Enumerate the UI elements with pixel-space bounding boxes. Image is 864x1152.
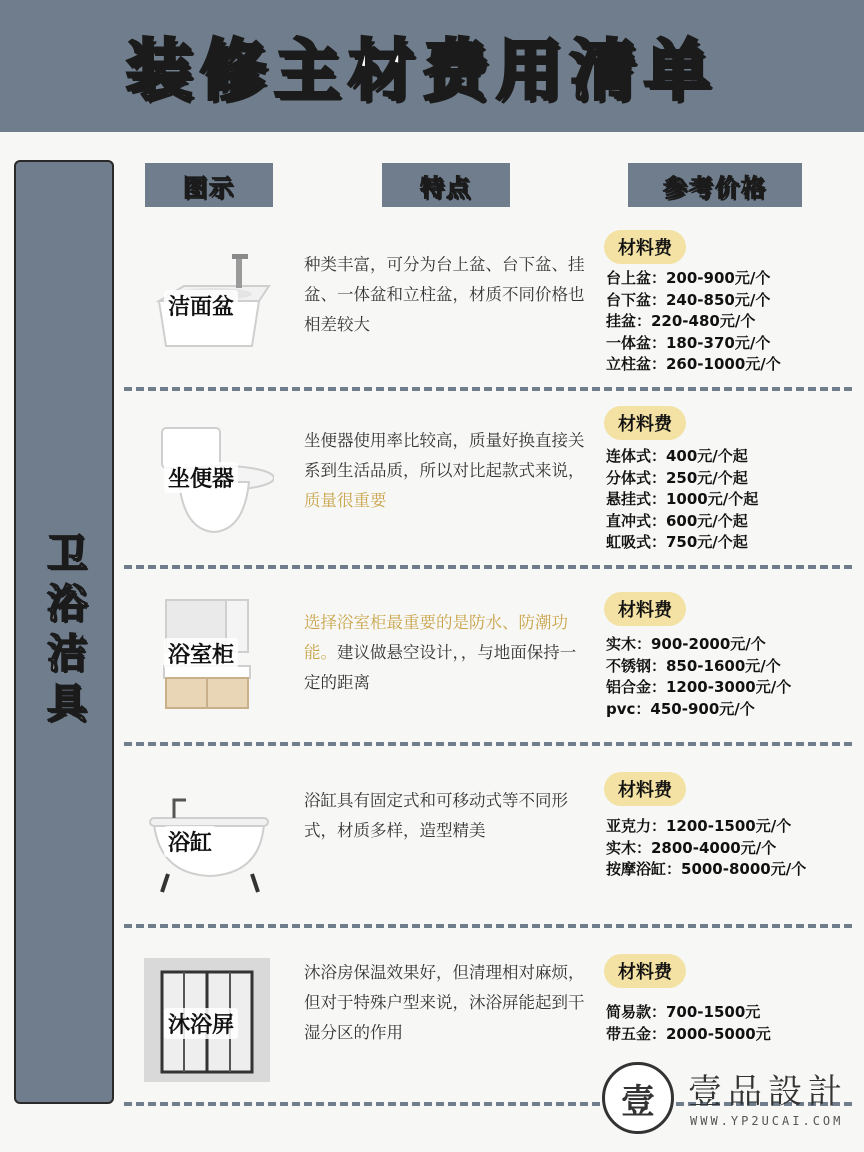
list-item <box>124 770 864 920</box>
price-list <box>606 268 864 376</box>
price-line: 带五金：2000-5000元 <box>606 1024 771 1043</box>
title-box <box>22 12 822 116</box>
product-name: 坐便器 <box>164 462 238 493</box>
page-title: 装修主材费用清单 <box>126 31 718 109</box>
price-line: 分体式：250元/个起 <box>606 468 748 487</box>
price-line: 实木：2800-4000元/个 <box>606 838 777 857</box>
material-fee-badge: 材料费 <box>604 406 686 440</box>
feature-text: 种类丰富，可分为台上盆、台下盆、挂盆、一体盆和立柱盆，材质不同价格也相差较大 <box>304 255 585 334</box>
watermark-logo <box>602 1062 852 1142</box>
price-line: 一体盆：180-370元/个 <box>606 333 771 352</box>
material-fee-badge: 材料费 <box>604 592 686 626</box>
list-item <box>124 226 864 386</box>
price-line: 虹吸式：750元/个起 <box>606 533 748 551</box>
logo-name: 壹品設計 <box>688 1072 848 1112</box>
price-list <box>606 446 864 554</box>
price-line: 悬挂式：1000元/个起 <box>606 490 759 508</box>
material-fee-badge: 材料费 <box>604 772 686 806</box>
price-line: 亚克力：1200-1500元/个 <box>606 817 792 835</box>
price-line: 台上盆：200-900元/个 <box>606 269 771 287</box>
row-divider <box>124 387 852 391</box>
material-fee-badge: 材料费 <box>604 230 686 264</box>
material-fee-badge: 材料费 <box>604 954 686 988</box>
price-line: 挂盆：220-480元/个 <box>606 312 756 330</box>
price-line: 直冲式：600元/个起 <box>606 511 748 530</box>
product-name: 洁面盆 <box>164 290 238 321</box>
logo-url: WWW.YP2UCAI.COM <box>690 1114 844 1128</box>
price-line: 简易款：700-1500元 <box>606 1003 761 1021</box>
feature-text: 选择浴室柜最重要的是防水、防潮功能。建议做悬空设计，，与地面保持一定的距离 <box>304 613 577 692</box>
column-header-price: 参考价格 <box>628 163 802 207</box>
price-list <box>606 1002 864 1045</box>
logo-emblem: 壹 <box>602 1062 674 1134</box>
price-line: pvc：450-900元/个 <box>606 699 755 718</box>
feature-text: 坐便器使用率比较高，质量好换直接关系到生活品质，所以对比起款式来说，质量很重要 <box>304 431 585 510</box>
product-name: 浴室柜 <box>164 638 238 669</box>
price-line: 不锈钢：850-1600元/个 <box>606 656 781 675</box>
list-item <box>124 590 864 740</box>
column-header-features: 特点 <box>382 163 510 207</box>
price-line: 立柱盆：260-1000元/个 <box>606 355 781 373</box>
feature-text: 沐浴房保温效果好，但清理相对麻烦，但对于特殊户型来说，沐浴屏能起到干湿分区的作用 <box>304 963 585 1042</box>
row-divider <box>124 924 852 928</box>
column-header-illustration: 图示 <box>145 163 273 207</box>
product-name: 浴缸 <box>164 826 216 857</box>
list-item <box>124 404 864 564</box>
category-sidebar <box>14 160 114 1104</box>
price-list <box>606 634 864 720</box>
category-label: 卫浴洁具 <box>40 532 87 732</box>
feature-text: 浴缸具有固定式和可移动式等不同形式，材质多样，造型精美 <box>304 791 568 840</box>
row-divider <box>124 565 852 569</box>
row-divider <box>124 742 852 746</box>
price-list <box>606 816 846 881</box>
price-line: 实木：900-2000元/个 <box>606 635 766 653</box>
product-name: 沐浴屏 <box>164 1008 238 1039</box>
price-line: 连体式：400元/个起 <box>606 447 748 465</box>
price-line: 台下盆：240-850元/个 <box>606 290 771 309</box>
price-line: 按摩浴缸：5000-8000元/个 <box>606 860 807 878</box>
price-line: 铝合金：1200-3000元/个 <box>606 678 792 696</box>
header-banner <box>0 0 864 132</box>
